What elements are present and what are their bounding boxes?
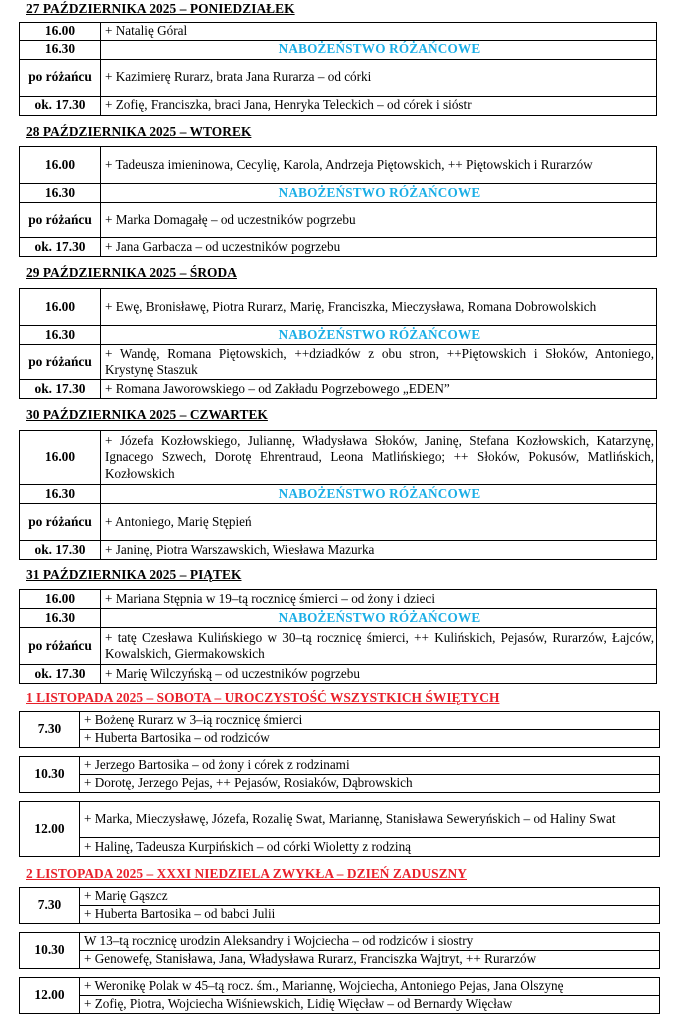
- intention-cell: + Genowefę, Stanisława, Jana, Władysława Rurarz, Franciszka Wajtryt, ++ Rurarzów: [80, 951, 660, 969]
- holiday-heading: 2 LISTOPADA 2025 – XXXI NIEDZIELA ZWYKŁA – DZIEŃ ZADUSZNY: [26, 866, 467, 881]
- time-cell: ok. 17.30: [20, 541, 101, 560]
- intention-cell: + Romana Jaworowskiego – od Zakładu Pogrzebowego „EDEN”: [101, 380, 657, 399]
- rosary-service-cell: NABOŻEŃSTWO RÓŻAŃCOWE: [101, 40, 657, 59]
- intention-cell: + Kazimierę Rurarz, brata Jana Rurarza – od córki: [101, 59, 657, 96]
- intention-cell: + Józefa Kozłowskiego, Juliannę, Władysława Słoków, Janinę, Stefana Kozłowskich, Katarzynę, Ignacego Szwech, Dorotę Ehrentraud, Leona Matlińskiego; ++ Słoków, Pokusów, Matlińskich, Kozłowskich: [101, 431, 657, 485]
- time-cell: ok. 17.30: [20, 380, 101, 399]
- intention-cell: + Weronikę Polak w 45–tą rocz. śm., Mariannę, Wojciecha, Antoniego Pejas, Jana Olszynę: [80, 978, 660, 996]
- intention-cell: + Marka, Mieczysławę, Józefa, Rozalię Swat, Mariannę, Stanisława Seweryńskich – od Haliny Swat: [80, 802, 660, 838]
- time-cell: 16.30: [20, 184, 101, 203]
- mass-block-table: [19, 932, 660, 969]
- time-cell: 16.00: [20, 431, 101, 485]
- intention-cell: + Marię Gąszcz: [80, 888, 660, 906]
- time-cell: po różańcu: [20, 203, 101, 238]
- intention-cell: + Mariana Stępnia w 19–tą rocznicę śmierci – od żony i dzieci: [101, 590, 657, 609]
- mass-block-table: [19, 801, 660, 857]
- intention-cell: + Dorotę, Jerzego Pejas, ++ Pejasów, Rosiaków, Dąbrowskich: [80, 775, 660, 793]
- time-cell: 7.30: [20, 888, 80, 924]
- intention-cell: + Wandę, Romana Piętowskich, ++dziadków z obu stron, ++Piętowskich i Słoków, Antoniego, Krystynę Staszuk: [101, 345, 657, 380]
- day-heading: 27 PAŹDZIERNIKA 2025 – PONIEDZIAŁEK: [26, 1, 295, 16]
- time-cell: 7.30: [20, 712, 80, 748]
- mass-block-table: [19, 887, 660, 924]
- intention-cell: + Jana Garbacza – od uczestników pogrzebu: [101, 238, 657, 257]
- time-cell: 12.00: [20, 802, 80, 857]
- time-cell: ok. 17.30: [20, 238, 101, 257]
- intention-cell: + Janinę, Piotra Warszawskich, Wiesława Mazurka: [101, 541, 657, 560]
- holiday-heading: 1 LISTOPADA 2025 – SOBOTA – UROCZYSTOŚĆ WSZYSTKICH ŚWIĘTYCH: [26, 690, 500, 705]
- mass-block-table: [19, 711, 660, 748]
- mass-block-table: [19, 977, 660, 1014]
- time-cell: po różańcu: [20, 59, 101, 96]
- day-schedule-table: [19, 22, 657, 116]
- time-cell: 16.00: [20, 590, 101, 609]
- day-schedule-table: [19, 146, 657, 257]
- intention-cell: + Antoniego, Marię Stępień: [101, 504, 657, 541]
- intention-cell: + tatę Czesława Kulińskiego w 30–tą rocznicę śmierci, ++ Kulińskich, Pejasów, Rurarzów, Łajców, Kowalskich, Giermakowskich: [101, 628, 657, 665]
- time-cell: 16.30: [20, 40, 101, 59]
- time-cell: po różańcu: [20, 345, 101, 380]
- time-cell: 16.00: [20, 23, 101, 41]
- time-cell: 16.30: [20, 485, 101, 504]
- day-heading: 30 PAŹDZIERNIKA 2025 – CZWARTEK: [26, 407, 268, 422]
- time-cell: 16.30: [20, 609, 101, 628]
- time-cell: po różańcu: [20, 504, 101, 541]
- day-heading: 28 PAŹDZIERNIKA 2025 – WTOREK: [26, 124, 252, 139]
- rosary-service-cell: NABOŻEŃSTWO RÓŻAŃCOWE: [101, 184, 657, 203]
- intention-cell: + Huberta Bartosika – od babci Julii: [80, 906, 660, 924]
- day-heading: 29 PAŹDZIERNIKA 2025 – ŚRODA: [26, 265, 237, 280]
- day-schedule-table: [19, 430, 657, 560]
- intention-cell: + Huberta Bartosika – od rodziców: [80, 730, 660, 748]
- intention-cell: + Zofię, Franciszka, braci Jana, Henryka Teleckich – od córek i sióstr: [101, 96, 657, 115]
- intention-cell: + Tadeusza imieninowa, Cecylię, Karola, Andrzeja Piętowskich, ++ Piętowskich i Rurarzów: [101, 147, 657, 184]
- rosary-service-cell: NABOŻEŃSTWO RÓŻAŃCOWE: [101, 485, 657, 504]
- time-cell: 16.00: [20, 289, 101, 326]
- time-cell: po różańcu: [20, 628, 101, 665]
- intention-cell: + Jerzego Bartosika – od żony i córek z rodzinami: [80, 757, 660, 775]
- time-cell: 12.00: [20, 978, 80, 1014]
- rosary-service-cell: NABOŻEŃSTWO RÓŻAŃCOWE: [101, 326, 657, 345]
- intention-cell: + Ewę, Bronisławę, Piotra Rurarz, Marię, Franciszka, Mieczysława, Romana Dobrowolskich: [101, 289, 657, 326]
- intention-cell: + Natalię Góral: [101, 23, 657, 41]
- intention-cell: W 13–tą rocznicę urodzin Aleksandry i Wojciecha – od rodziców i siostry: [80, 933, 660, 951]
- intention-cell: + Marka Domagałę – od uczestników pogrzebu: [101, 203, 657, 238]
- time-cell: 10.30: [20, 933, 80, 969]
- time-cell: 10.30: [20, 757, 80, 793]
- intention-cell: + Bożenę Rurarz w 3–ią rocznicę śmierci: [80, 712, 660, 730]
- time-cell: 16.30: [20, 326, 101, 345]
- intention-cell: + Marię Wilczyńską – od uczestników pogrzebu: [101, 665, 657, 684]
- day-heading: 31 PAŹDZIERNIKA 2025 – PIĄTEK: [26, 567, 242, 582]
- time-cell: 16.00: [20, 147, 101, 184]
- time-cell: ok. 17.30: [20, 665, 101, 684]
- intention-cell: + Zofię, Piotra, Wojciecha Wiśniewskich, Lidię Więcław – od Bernardy Więcław: [80, 996, 660, 1014]
- rosary-service-cell: NABOŻEŃSTWO RÓŻAŃCOWE: [101, 609, 657, 628]
- mass-block-table: [19, 756, 660, 793]
- day-schedule-table: [19, 589, 657, 684]
- intention-cell: + Halinę, Tadeusza Kurpińskich – od córki Wioletty z rodziną: [80, 838, 660, 857]
- time-cell: ok. 17.30: [20, 96, 101, 115]
- day-schedule-table: [19, 288, 657, 399]
